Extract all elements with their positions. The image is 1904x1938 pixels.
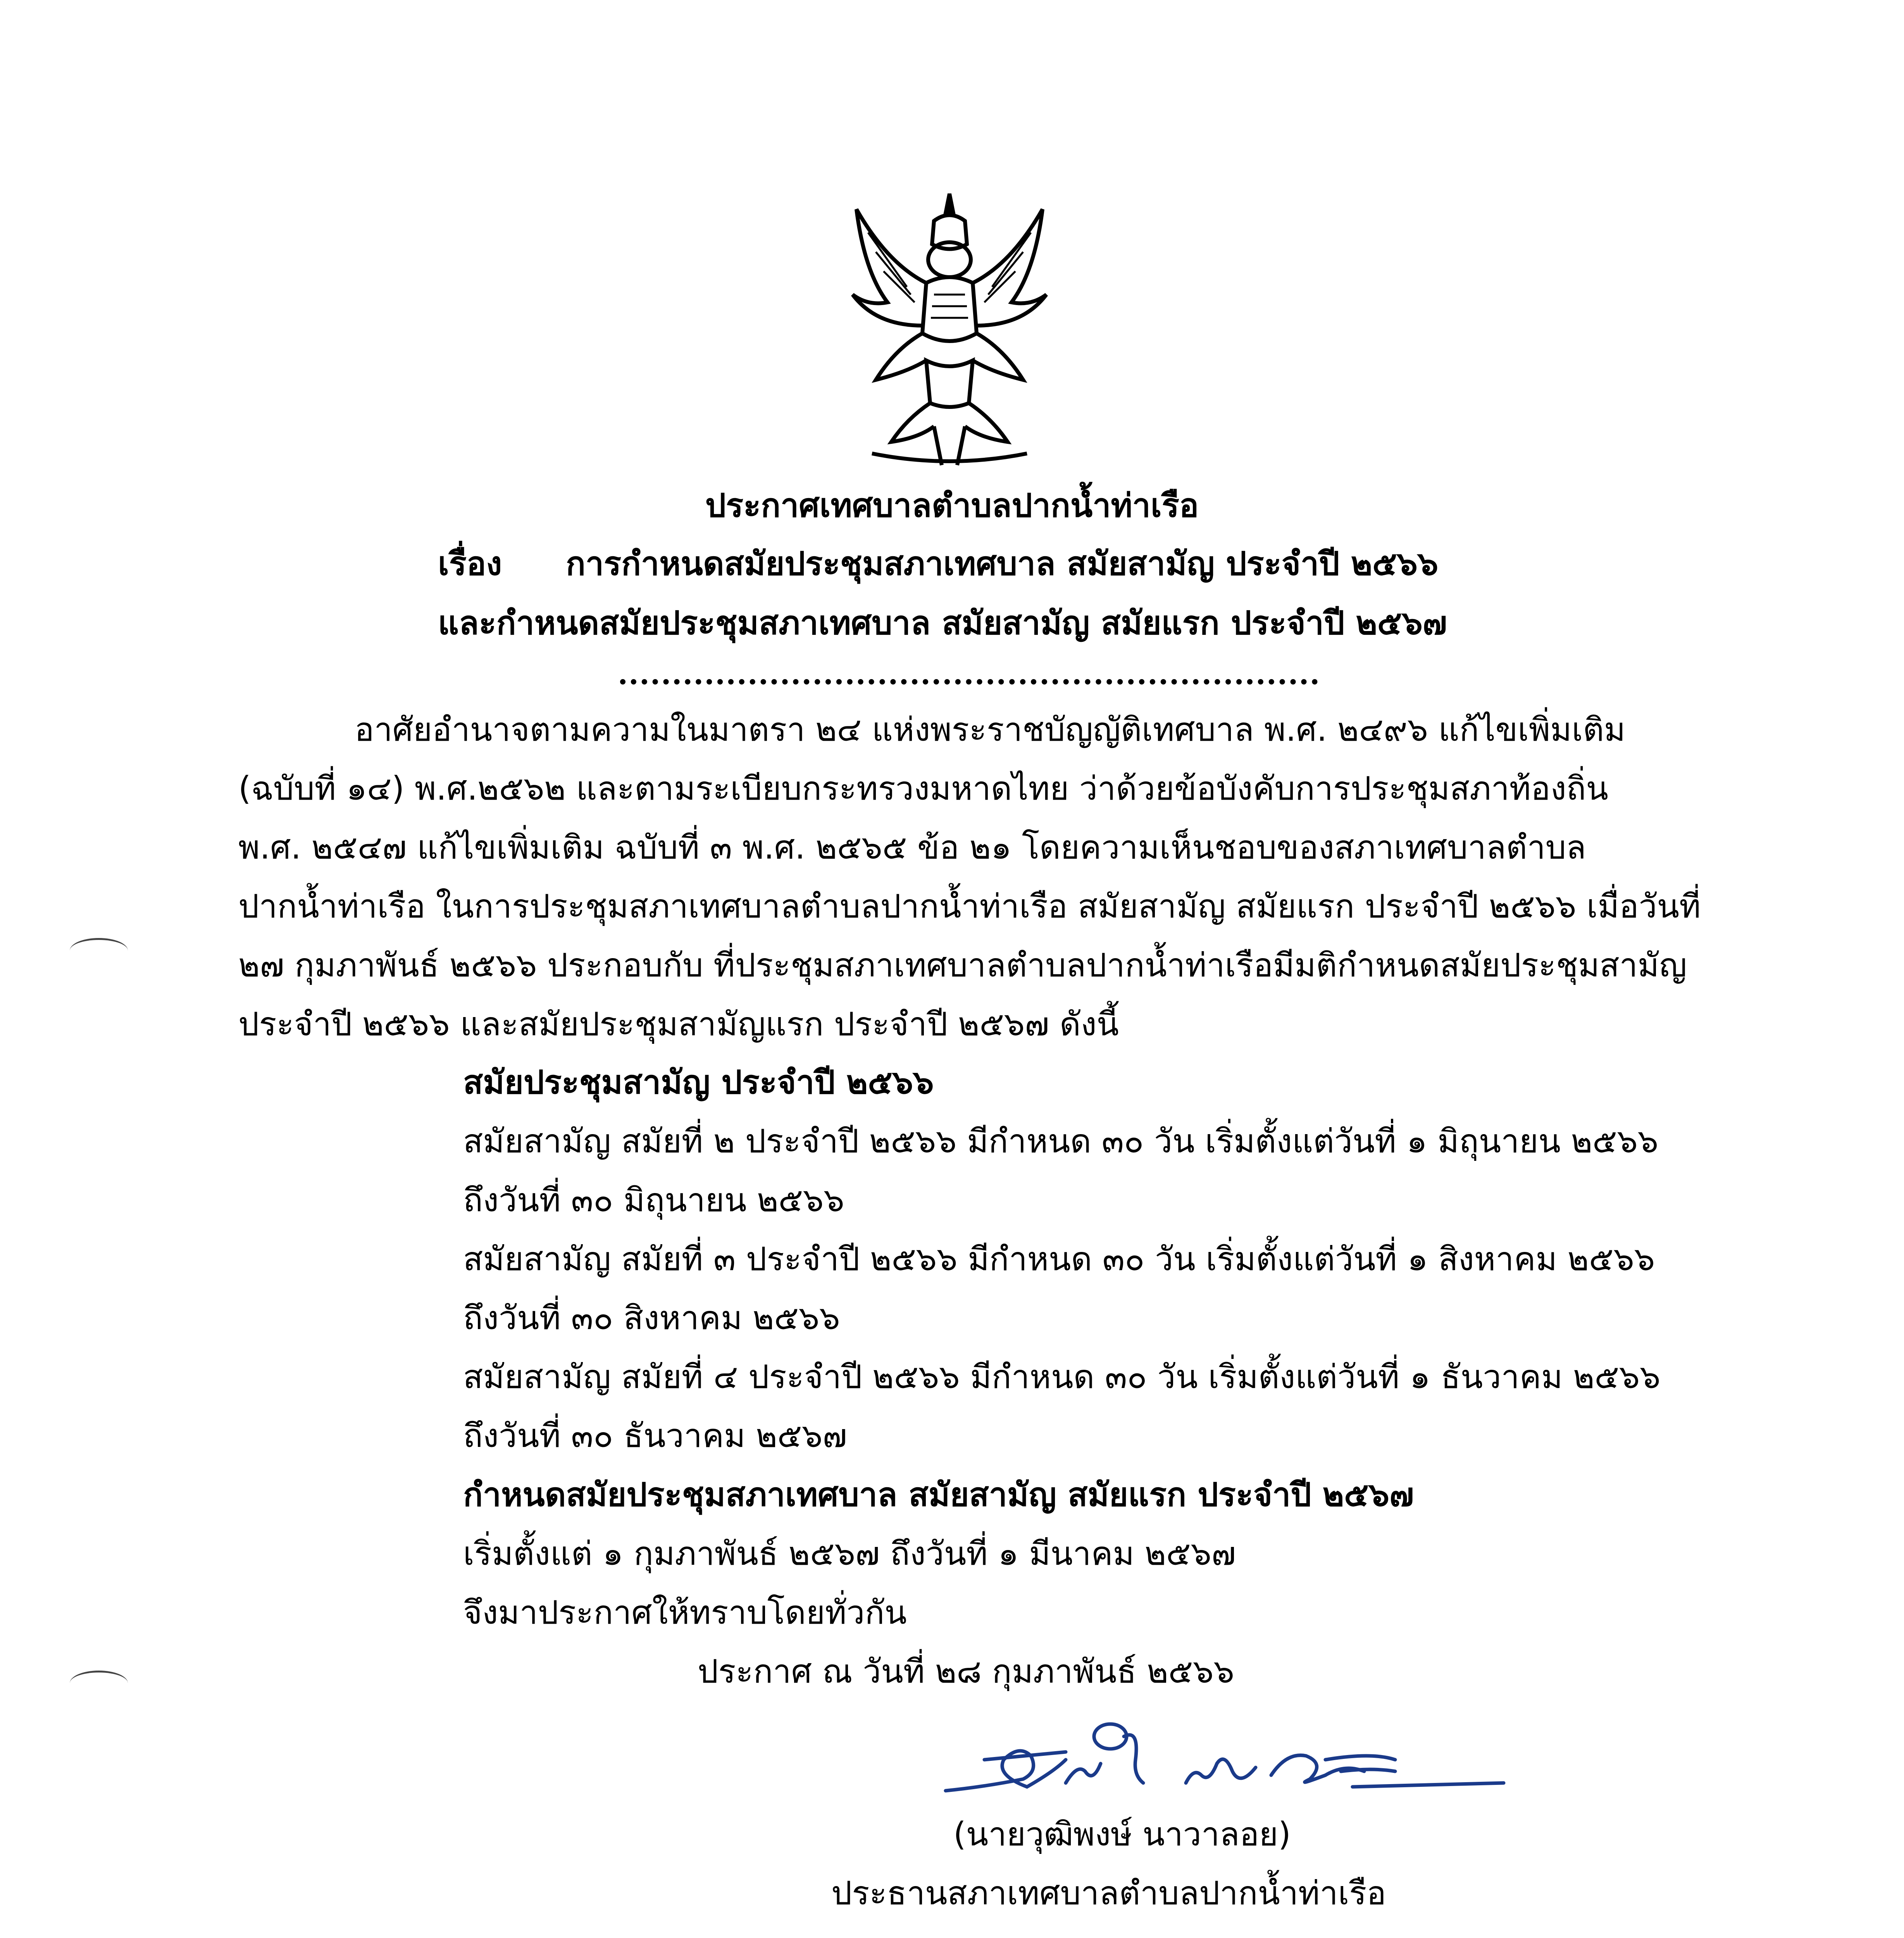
session-item: สมัยสามัญ สมัยที่ ๒ ประจำปี ๒๕๖๖ มีกำหนด ๓๐ วัน เริ่มตั้งแต่วันที่ ๑ มิถุนายน ๒๕๖๖	[463, 1122, 1659, 1160]
paragraph-line: อาศัยอำนาจตามความในมาตรา ๒๔ แห่งพระราชบัญญัติเทศบาล พ.ศ. ๒๔๙๖ แก้ไขเพิ่มเติม	[355, 710, 1626, 748]
paragraph-line: ประจำปี ๒๕๖๖ และสมัยประชุมสามัญแรก ประจำปี ๒๕๖๗ ดังนี้	[238, 1005, 1119, 1043]
session-item: ถึงวันที่ ๓๐ ธันวาคม ๒๕๖๗	[463, 1417, 847, 1455]
session-item: ถึงวันที่ ๓๐ สิงหาคม ๒๕๖๖	[463, 1299, 840, 1337]
section1-heading: สมัยประชุมสามัญ ประจำปี ๒๕๖๖	[463, 1063, 934, 1101]
dotted-separator	[620, 679, 1318, 685]
paragraph-line: ๒๗ กุมภาพันธ์ ๒๕๖๖ ประกอบกับ ที่ประชุมสภาเทศบาลตำบลปากน้ำท่าเรือมีมติกำหนดสมัยประชุมสามัญ	[238, 946, 1687, 984]
section2-heading: กำหนดสมัยประชุมสภาเทศบาล สมัยสามัญ สมัยแรก ประจำปี ๒๕๖๗	[463, 1476, 1414, 1514]
date-line: ประกาศ ณ วันที่ ๒๘ กุมภาพันธ์ ๒๕๖๖	[698, 1652, 1234, 1690]
announcement-title: ประกาศเทศบาลตำบลปากน้ำท่าเรือ	[705, 486, 1199, 524]
paragraph-line: พ.ศ. ๒๕๔๗ แก้ไขเพิ่มเติม ฉบับที่ ๓ พ.ศ. ๒๕๖๕ ข้อ ๒๑ โดยความเห็นชอบของสภาเทศบาลตำบล	[238, 828, 1586, 866]
paragraph-line: (ฉบับที่ ๑๔) พ.ศ.๒๕๖๒ และตามระเบียบกระทรวงมหาดไทย ว่าด้วยข้อบังคับการประชุมสภาท้องถิ่น	[238, 769, 1608, 807]
session-item: ถึงวันที่ ๓๐ มิถุนายน ๒๕๖๖	[463, 1181, 844, 1219]
hole-punch-mark	[70, 1671, 128, 1696]
subject-line-2: และกำหนดสมัยประชุมสภาเทศบาล สมัยสามัญ สมัยแรก ประจำปี ๒๕๖๗	[438, 604, 1447, 642]
paragraph-line: ปากน้ำท่าเรือ ในการประชุมสภาเทศบาลตำบลปากน้ำท่าเรือ สมัยสามัญ สมัยแรก ประจำปี ๒๕๖๖ เมื่อวันที่	[238, 887, 1701, 925]
signatory-position: ประธานสภาเทศบาลตำบลปากน้ำท่าเรือ	[831, 1874, 1386, 1912]
session-item: สมัยสามัญ สมัยที่ ๔ ประจำปี ๒๕๖๖ มีกำหนด ๓๐ วัน เริ่มตั้งแต่วันที่ ๑ ธันวาคม ๒๕๖๖	[463, 1358, 1661, 1396]
subject-label: เรื่อง	[438, 545, 502, 583]
subject-line-1: การกำหนดสมัยประชุมสภาเทศบาล สมัยสามัญ ประจำปี ๒๕๖๖	[566, 545, 1439, 583]
closing-line: จึงมาประกาศให้ทราบโดยทั่วกัน	[463, 1593, 907, 1631]
signature-icon	[938, 1713, 1511, 1810]
section2-text: เริ่มตั้งแต่ ๑ กุมภาพันธ์ ๒๕๖๗ ถึงวันที่ ๑ มีนาคม ๒๕๖๗	[463, 1535, 1236, 1572]
signatory-name: (นายวุฒิพงษ์ นาวาลอย)	[953, 1815, 1291, 1853]
session-item: สมัยสามัญ สมัยที่ ๓ ประจำปี ๒๕๖๖ มีกำหนด ๓๐ วัน เริ่มตั้งแต่วันที่ ๑ สิงหาคม ๒๕๖๖	[463, 1240, 1655, 1278]
hole-punch-mark	[70, 938, 128, 963]
garuda-emblem-icon	[829, 186, 1070, 481]
